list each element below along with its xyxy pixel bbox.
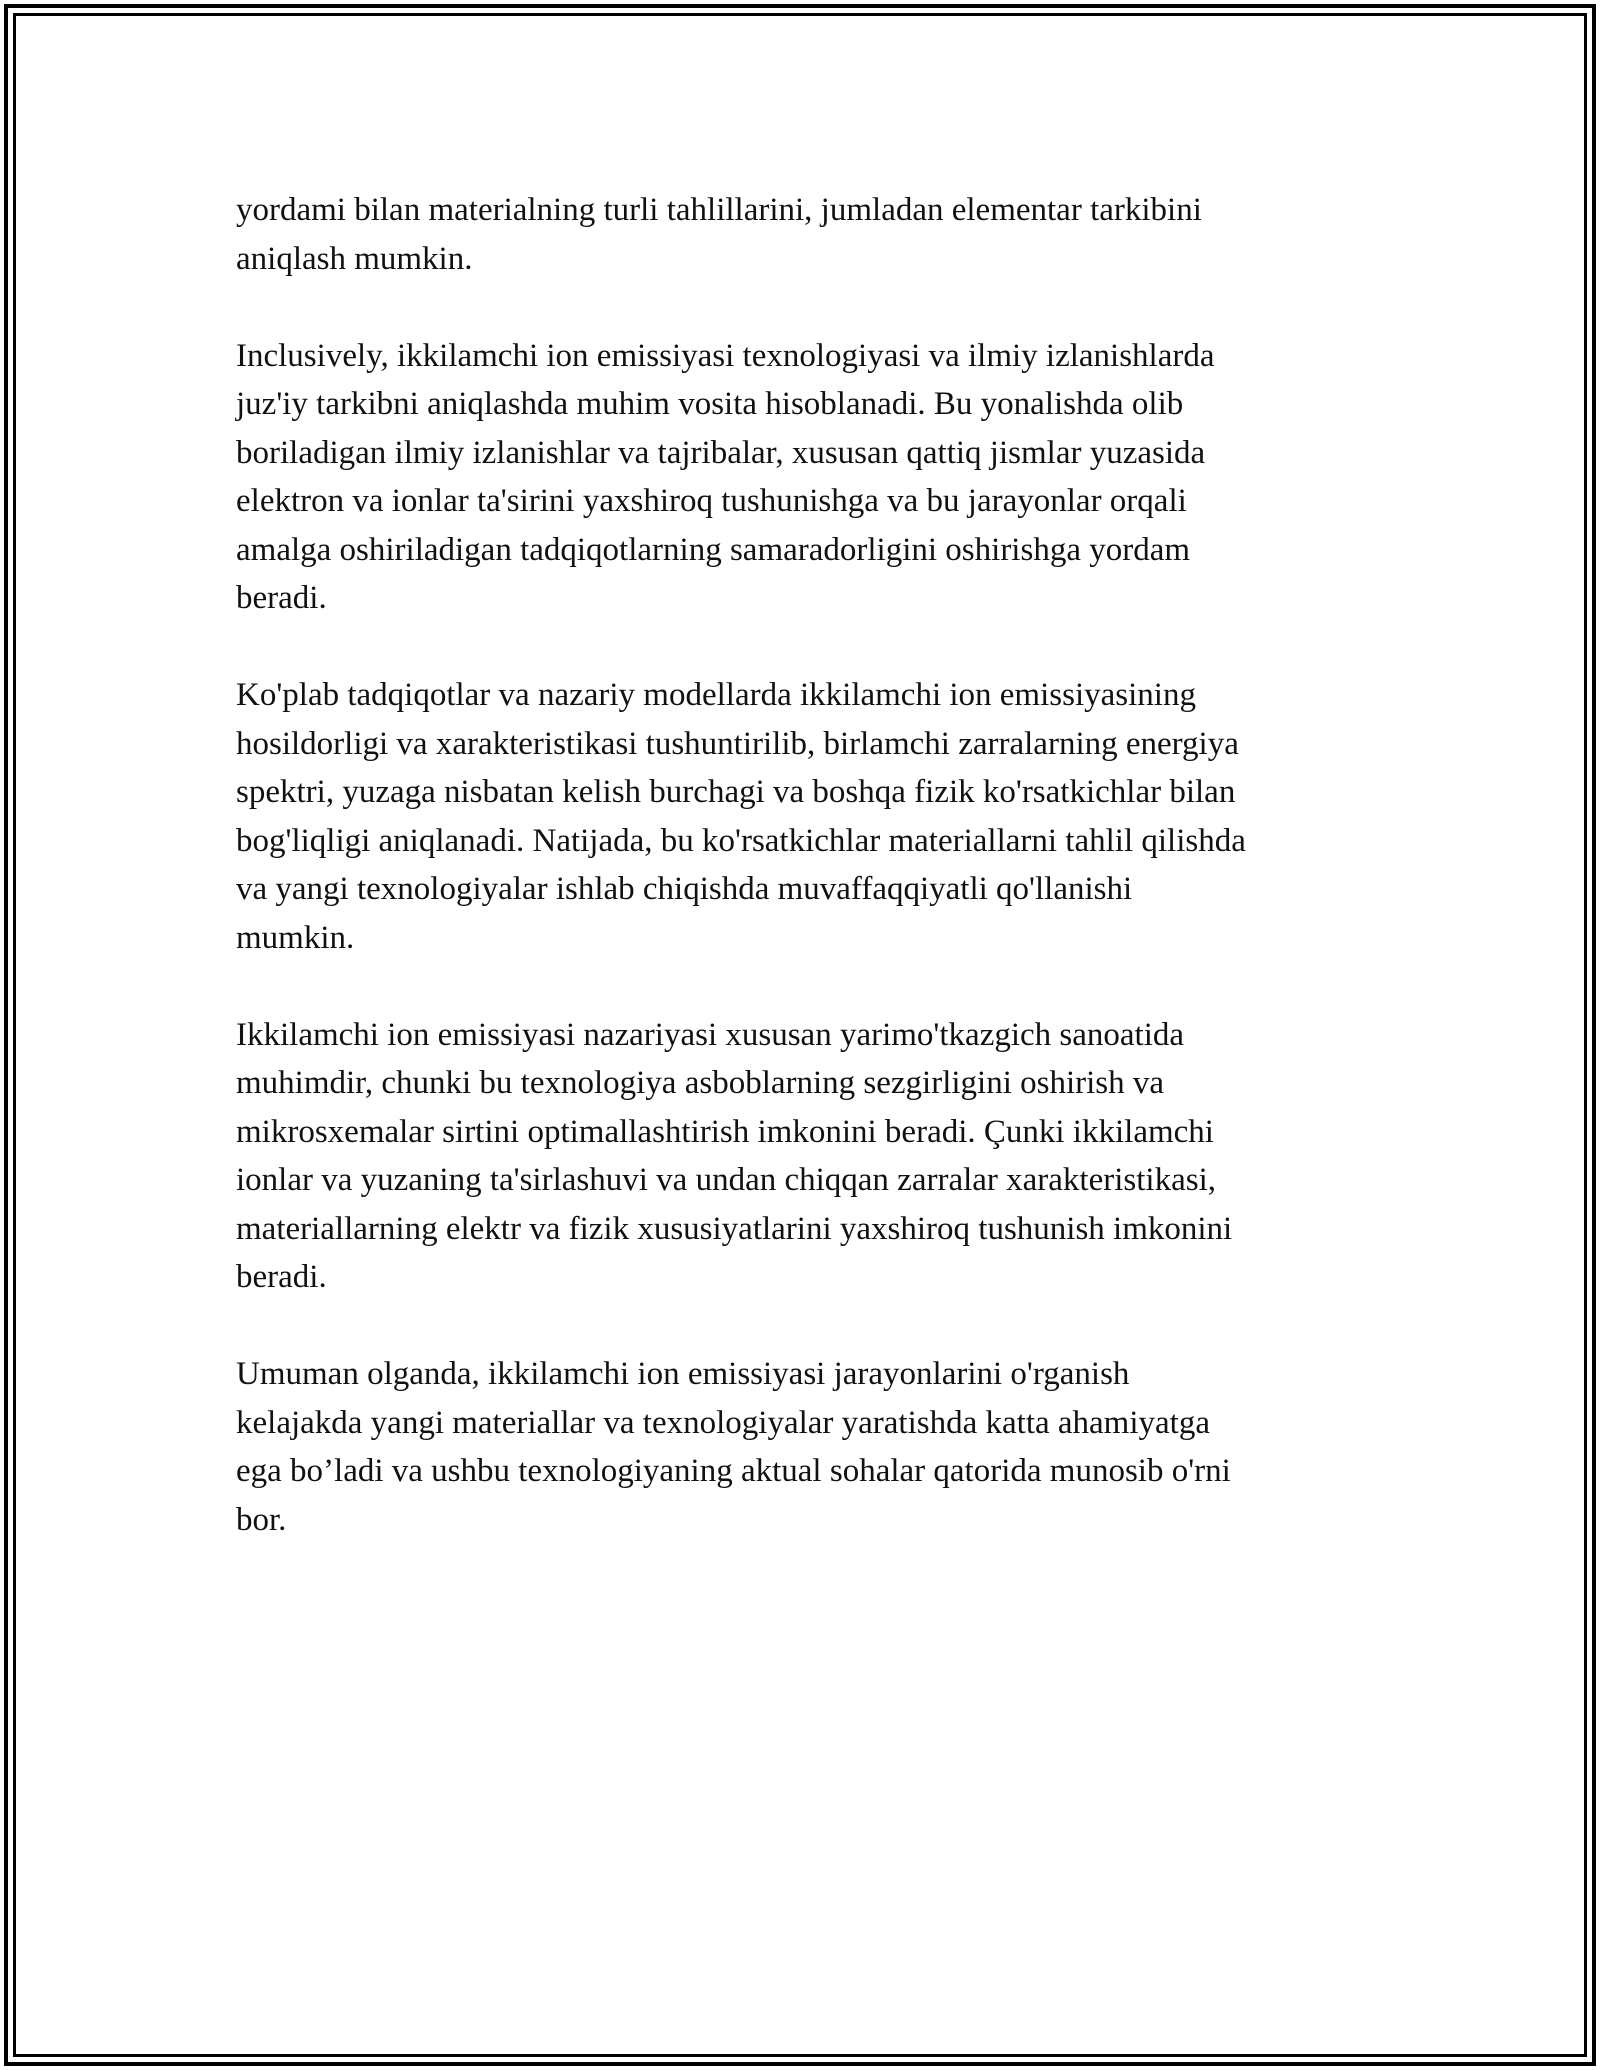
paragraph-5: Umuman olganda, ikkilamchi ion emissiyasi jarayonlarini o'rganish kelajakda yangi materiallar va texnologiyalar yaratishda katta ahamiyatga ega bo’ladi va ushbu texnologiyaning aktual sohalar qatorida munosib o'rni bor. bbox=[236, 1356, 1231, 1538]
paragraph-3: Ko'plab tadqiqotlar va nazariy modellarda ikkilamchi ion emissiyasining hosildorligi va xarakteristikasi tushuntirilib, birlamchi zarralarning energiya spektri, yuzaga nisbatan kelish burchagi va boshqa fizik ko'rsatkichlar bilan bog'liqligi aniqlanadi. Natijada, bu ko'rsatkichlar materiallarni tahlil qilishda va yangi texnologiyalar ishlab chiqishda muvaffaqqiyatli qo'llanishi mumkin. bbox=[236, 677, 1246, 956]
paragraph-1: yordami bilan materialning turli tahlillarini, jumladan elementar tarkibini aniqlash mumkin. bbox=[236, 192, 1202, 277]
document-body bbox=[236, 186, 1376, 1593]
paragraph-4: Ikkilamchi ion emissiyasi nazariyasi xususan yarimo'tkazgich sanoatida muhimdir, chunki bu texnologiya asboblarning sezgirligini oshirish va mikrosxemalar sirtini optimallashtirish imkonini beradi. Çunki ikkilamchi ionlar va yuzaning ta'sirlashuvi va undan chiqqan zarralar xarakteristikasi, materiallarning elektr va fizik xususiyatlarini yaxshiroq tushunish imkonini beradi. bbox=[236, 1016, 1233, 1295]
paragraph-2: Inclusively, ikkilamchi ion emissiyasi texnologiyasi va ilmiy izlanishlarda juz'iy tarkibni aniqlashda muhim vosita hisoblanadi. Bu yonalishda olib boriladigan ilmiy izlanishlar va tajribalar, xususan qattiq jismlar yuzasida elektron va ionlar ta'sirini yaxshiroq tushunishga va bu jarayonlar orqali amalga oshiriladigan tadqiqotlarning samaradorligini oshirishga yordam beradi. bbox=[236, 337, 1215, 616]
